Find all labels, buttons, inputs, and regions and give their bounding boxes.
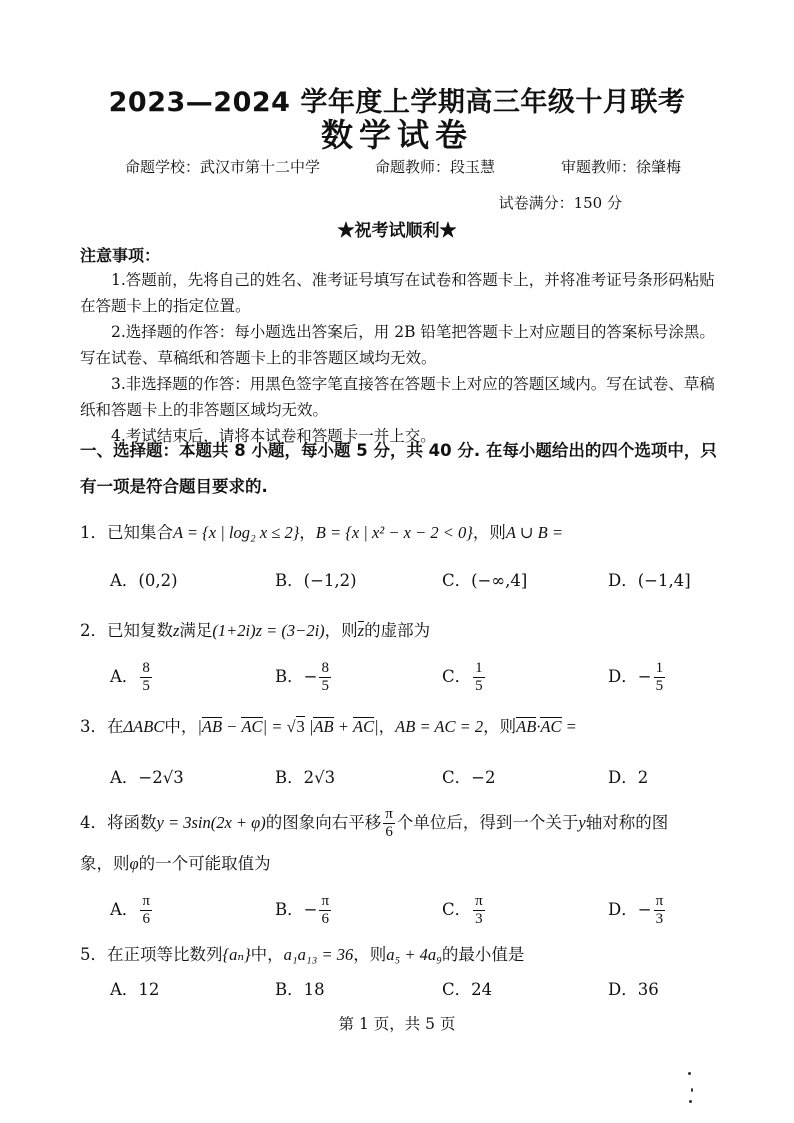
q3-option-b: B．2√3	[275, 768, 336, 787]
q2-a-letter: A．	[110, 667, 139, 686]
q4-axis: y	[578, 813, 586, 832]
q3-ask: AB·AC =	[516, 717, 577, 736]
q3-option-d: D．2	[608, 768, 649, 787]
q2-c-num: 1	[475, 660, 483, 676]
q2-a-den: 5	[142, 678, 150, 694]
q2-option-c	[442, 660, 487, 695]
q2-d-letter: D．	[608, 667, 638, 686]
review-teacher: 审题教师：徐肇梅	[561, 158, 682, 176]
q4-a-num: π	[142, 893, 150, 909]
q3-mid: 中，	[164, 717, 198, 736]
scan-speck	[689, 1100, 692, 1103]
notice-item-2: 2.选择题的作答：每小题选出答案后，用 2B 铅笔把答题卡上对应题目的答案标号涂黑。写在试卷、草稿纸和答题卡上的非答题区域均无效。	[80, 323, 715, 367]
q4-option-c	[442, 893, 487, 928]
question-2-stem	[80, 617, 720, 641]
page-footer: 第 1 页，共 5 页	[338, 1015, 456, 1033]
q4-d-num: π	[655, 893, 664, 909]
good-luck-banner: ★祝考试顺利★	[337, 221, 457, 241]
q4-function: y = 3sin(2x + φ)	[156, 813, 266, 832]
q1-set-b: B = {x | x² − x − 2 < 0}	[315, 523, 473, 542]
q1-suffix: ，则	[472, 523, 506, 542]
q4-shift-num: π	[385, 806, 393, 822]
q4-end: 轴对称的图	[585, 813, 669, 832]
q2-end: 的虚部为	[364, 621, 431, 640]
q2-c-den: 5	[475, 678, 483, 694]
q4-d-letter: D．	[608, 900, 638, 919]
question-4-stem	[80, 806, 720, 841]
q1-prefix: 1．已知集合	[80, 523, 173, 542]
q5-option-c: C．24	[442, 980, 493, 999]
q4-shift-den: 6	[385, 824, 393, 840]
notice-item-1: 1.答题前，先将自己的姓名、准考证号填写在试卷和答题卡上，并将准考证号条形码粘贴在答题卡上的指定位置。	[80, 271, 715, 315]
q1-option-b: B．(−1,2)	[275, 571, 357, 590]
exam-title: 2023—2024 学年度上学期高三年级十月联考	[108, 87, 686, 118]
q4-c-num: π	[475, 893, 483, 909]
setting-teacher: 命题教师：段玉慧	[375, 158, 496, 176]
q1-set-a: A = {x | log₂ x ≤ 2}	[173, 523, 300, 542]
q1-option-d: D．(−1,4]	[608, 571, 691, 590]
q2-c-letter: C．	[442, 667, 472, 686]
q2-b-num: 8	[321, 660, 329, 676]
scan-speck	[691, 1088, 693, 1092]
q2-a-num: 8	[142, 660, 150, 676]
q2-mid: 满足	[179, 621, 213, 640]
q5-condition: a₁a₁₃ = 36	[283, 945, 354, 964]
q5-end: 的最小值是	[441, 945, 525, 964]
q1-mid: ，	[299, 523, 316, 542]
q3-sides: AB = AC = 2	[395, 717, 484, 736]
q4-option-b	[275, 893, 333, 928]
q2-option-b	[275, 660, 333, 695]
q5-mid: 中，	[250, 945, 284, 964]
q1-option-a: A．(0,2)	[110, 571, 178, 590]
q3-suffix: ，则	[483, 717, 517, 736]
q2-d-sign: −	[637, 667, 652, 686]
question-5-stem	[80, 941, 720, 965]
q4-d-sign: −	[637, 900, 652, 919]
q4-option-d	[608, 893, 667, 928]
q5-prefix: 5．在正项等比数列	[80, 945, 223, 964]
q3-cond-tail: ，	[378, 717, 396, 736]
q4-c-letter: C．	[442, 900, 472, 919]
q4-b-den: 6	[321, 911, 329, 927]
q4-a-letter: A．	[110, 900, 139, 919]
q4-option-a	[110, 893, 154, 928]
q4-phi: φ	[129, 854, 139, 873]
setting-school: 命题学校：武汉市第十二中学	[125, 158, 321, 176]
q5-expression: a₅ + 4a₉	[386, 945, 442, 964]
q5-sequence: {aₙ}	[222, 945, 251, 964]
q4-b-num: π	[321, 893, 330, 909]
q3-option-a: A．−2√3	[110, 768, 184, 787]
q4-a-den: 6	[142, 911, 150, 927]
q2-suffix: ，则	[324, 621, 358, 640]
q2-option-d	[608, 660, 667, 695]
q2-b-den: 5	[321, 678, 329, 694]
q2-d-den: 5	[655, 678, 664, 694]
q5-option-b: B．18	[275, 980, 325, 999]
q4-line2-suffix: 的一个可能取值为	[138, 854, 271, 873]
q4-line2-prefix: 象，则	[80, 854, 130, 873]
q1-option-c: C．(−∞,4]	[442, 571, 528, 590]
q4-b-sign: −	[303, 900, 318, 919]
q2-conjugate: z	[357, 621, 365, 640]
q4-d-den: 3	[655, 911, 664, 927]
q5-suffix: ，则	[353, 945, 387, 964]
section-title: 一、选择题：本题共 8 小题，每小题 5 分，共 40 分. 在每小题给出的四个选项中，只有一项是符合题目要求的.	[80, 441, 717, 496]
q2-prefix: 2．已知复数	[80, 621, 173, 640]
question-3-stem	[80, 713, 720, 737]
q4-prefix: 4．将函数	[80, 813, 157, 832]
q2-d-num: 1	[655, 660, 664, 676]
q2-b-sign: −	[303, 667, 318, 686]
q5-option-d: D．36	[608, 980, 659, 999]
q3-option-c: C．−2	[442, 768, 496, 787]
notice-item-3: 3.非选择题的作答：用黑色签字笔直接答在答题卡上对应的答题区域内。写在试卷、草稿纸和答题卡上的非答题区域均无效。	[80, 375, 715, 419]
q3-condition: |AB − AC| = √3 |AB + AC|	[197, 717, 379, 736]
q3-prefix: 3．在	[80, 717, 124, 736]
q4-b-letter: B．	[275, 900, 304, 919]
q3-triangle: ΔABC	[123, 717, 165, 736]
q2-var: z	[173, 621, 180, 640]
subject-title: 数学试卷	[320, 116, 473, 154]
q2-option-a	[110, 660, 154, 695]
q4-suffix: 个单位后，得到一个关于	[396, 813, 579, 832]
q4-mid: 的图象向右平移	[265, 813, 382, 832]
q5-option-a: A．12	[110, 980, 160, 999]
q1-ask: A ∪ B =	[505, 523, 564, 542]
q2-equation: (1+2i)z = (3−2i)	[212, 621, 325, 640]
question-1-stem	[80, 519, 720, 543]
notice-heading: 注意事项：	[80, 246, 161, 265]
scan-speck	[688, 1072, 691, 1075]
q4-c-den: 3	[475, 911, 483, 927]
notice-item-4: 4.考试结束后，请将本试卷和答题卡一并上交。	[111, 427, 436, 445]
q2-b-letter: B．	[275, 667, 304, 686]
full-score: 试卷满分：150 分	[498, 194, 622, 212]
question-4-line2	[80, 850, 720, 874]
